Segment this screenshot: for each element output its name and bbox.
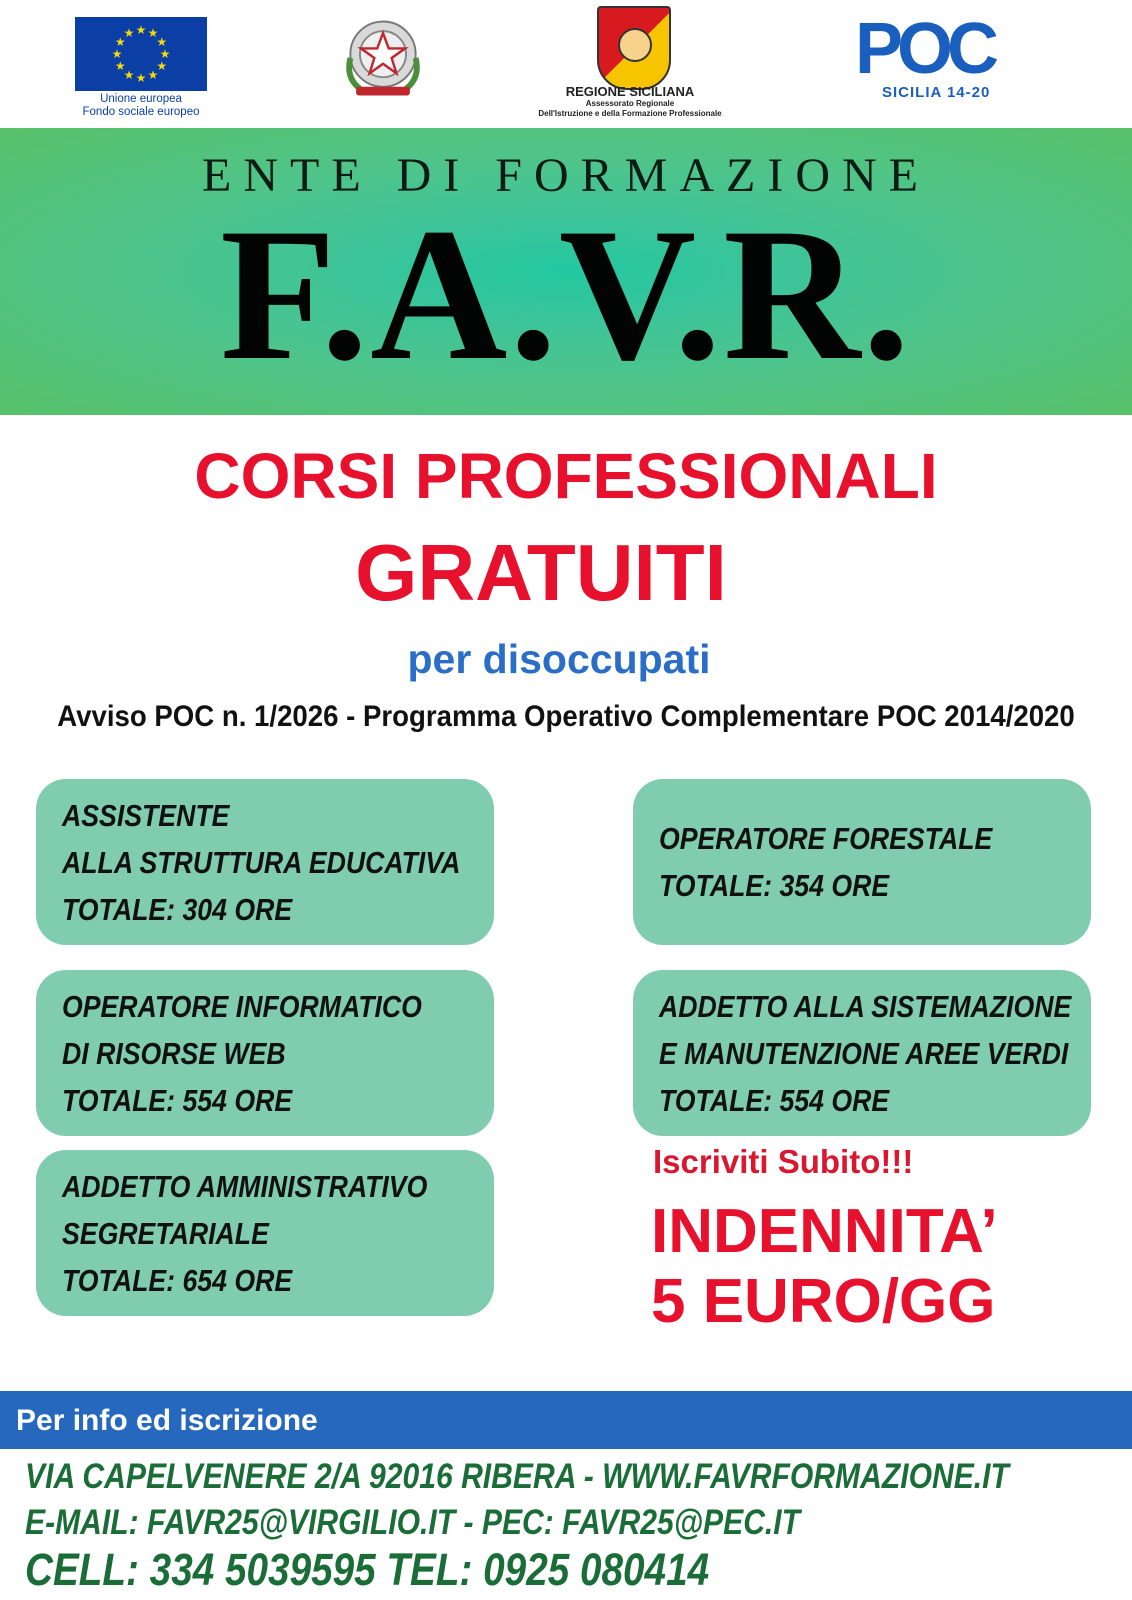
notice-reference: Avviso POC n. 1/2026 - Programma Operativo Complementare POC 2014/2020: [57, 700, 1075, 733]
headline-line1: CORSI PROFESSIONALI: [194, 440, 938, 512]
course-card-assistente: [36, 779, 494, 945]
eu-caption-line1: Unione europea: [100, 93, 182, 105]
eu-caption-line2: Fondo sociale europeo: [82, 106, 200, 118]
trinacria-icon: [618, 28, 652, 62]
eu-star-icon: ★: [156, 35, 168, 49]
course-card-aree-verdi: [633, 970, 1091, 1136]
signup-callout: Iscriviti Subito!!!: [653, 1143, 914, 1180]
allowance-label: INDENNITA’: [651, 1197, 998, 1266]
eu-star-icon: ★: [135, 71, 147, 85]
banner-subtitle: ENTE DI FORMAZIONE: [202, 149, 930, 202]
eu-star-icon: ★: [147, 26, 159, 41]
region-caption: [520, 84, 740, 119]
eu-caption: [60, 93, 222, 119]
email-line: E-MAIL: FAVR25@VIRGILIO.IT - PEC: FAVR25@PEC.IT: [25, 1503, 801, 1542]
region-dept-line2: Dell'Istruzione e della Formazione Professionale: [538, 109, 722, 118]
eu-star-icon: ★: [135, 23, 147, 37]
course-line: E MANUTENZIONE AREE VERDI: [659, 1035, 1069, 1071]
allowance-amount: 5 EURO/GG: [651, 1267, 996, 1336]
course-line: OPERATORE FORESTALE: [659, 821, 993, 856]
course-line: DI RISORSE WEB: [62, 1035, 286, 1071]
banner-title: F.A.V.R.: [220, 190, 912, 400]
course-line: TOTALE: 304 ORE: [62, 891, 293, 927]
eu-star-icon: ★: [111, 47, 123, 61]
logos-row: [0, 0, 1132, 128]
eu-star-icon: ★: [123, 67, 135, 82]
course-line: ALLA STRUTTURA EDUCATIVA: [62, 844, 461, 880]
poc-caption: SICILIA 14-20: [882, 84, 991, 101]
course-line: ASSISTENTE: [62, 797, 230, 833]
phone-line: CELL: 334 5039595 TEL: 0925 080414: [25, 1544, 710, 1595]
eu-star-icon: ★: [123, 26, 135, 41]
eu-star-icon: ★: [159, 47, 171, 61]
course-line: TOTALE: 654 ORE: [62, 1262, 293, 1298]
course-line: TOTALE: 554 ORE: [659, 1082, 890, 1118]
course-line: ADDETTO ALLA SISTEMAZIONE: [659, 988, 1072, 1024]
eu-star-icon: ★: [147, 67, 159, 82]
course-line: OPERATORE INFORMATICO: [62, 988, 422, 1024]
eu-star-icon: ★: [114, 59, 126, 73]
region-dept-line1: Assessorato Regionale: [585, 99, 675, 108]
address-line: VIA CAPELVENERE 2/A 92016 RIBERA - WWW.FAVRFORMAZIONE.IT: [25, 1457, 1009, 1496]
eu-star-icon: ★: [114, 35, 126, 49]
info-bar: [0, 1391, 1132, 1449]
course-line: TOTALE: 354 ORE: [659, 868, 890, 903]
course-line: SEGRETARIALE: [62, 1215, 269, 1251]
course-card-operatore-informatico: [36, 970, 494, 1136]
poc-logo: POC: [855, 9, 994, 89]
course-card-operatore-forestale: [633, 779, 1091, 945]
course-line: TOTALE: 554 ORE: [62, 1082, 293, 1118]
italian-republic-emblem-icon: [335, 10, 431, 106]
region-name: REGIONE SICILIANA: [565, 84, 695, 99]
course-card-amministrativo: [36, 1150, 494, 1316]
headline-line3: per disoccupati: [407, 636, 711, 682]
course-line: ADDETTO AMMINISTRATIVO: [62, 1168, 428, 1204]
eu-star-icon: ★: [156, 59, 168, 73]
info-label: Per info ed iscrizione: [16, 1404, 318, 1437]
eu-flag-icon: [75, 17, 207, 91]
headline-line2: GRATUITI: [355, 528, 727, 617]
hero-banner: [0, 128, 1132, 415]
